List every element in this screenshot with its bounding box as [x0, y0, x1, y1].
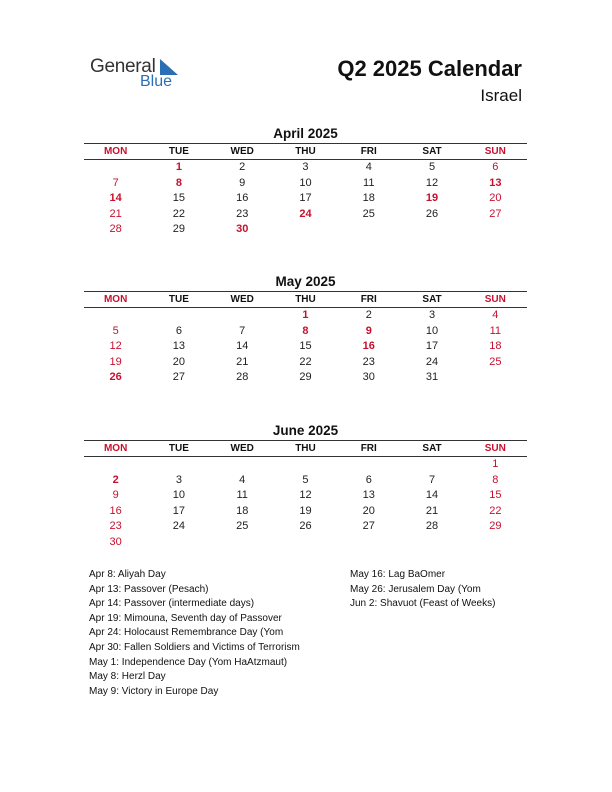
day-cell: 9	[239, 176, 246, 189]
weekday-label: FRI	[360, 146, 377, 157]
day-cell: 25	[362, 207, 375, 220]
weekday-header	[84, 440, 527, 457]
weekday-label: WED	[230, 443, 254, 454]
week-row	[84, 488, 527, 504]
week-row	[84, 535, 527, 551]
holiday-list-right	[350, 568, 530, 612]
weekday-label: WED	[230, 294, 254, 305]
day-cell: 19	[425, 192, 439, 204]
day-cell: 12	[109, 340, 122, 352]
day-cell: 9	[365, 324, 372, 337]
day-cell	[400, 535, 463, 551]
holiday-entry: Apr 24: Holocaust Remembrance Day (Yom	[89, 627, 284, 639]
day-cell: 29	[299, 371, 312, 383]
weekday-label: THU	[295, 146, 316, 157]
weekday-header	[84, 291, 527, 308]
weekday-label: THU	[295, 294, 316, 305]
day-cell: 23	[109, 520, 122, 532]
day-cell	[84, 160, 147, 176]
weekday-label: SAT	[422, 146, 442, 157]
day-cell	[84, 308, 147, 324]
day-cell: 30	[362, 371, 375, 383]
day-cell: 6	[492, 161, 499, 173]
day-cell	[464, 535, 527, 551]
holiday-list-left	[89, 568, 339, 699]
day-cell: 2	[239, 161, 246, 173]
day-cell: 13	[362, 489, 375, 501]
weekday-label: MON	[103, 146, 128, 157]
day-cell: 1	[302, 309, 309, 321]
day-cell: 25	[236, 520, 249, 532]
week-row	[84, 473, 527, 489]
day-cell: 16	[362, 340, 375, 352]
week-row	[84, 457, 527, 473]
week-row	[84, 176, 527, 192]
holiday-entry: May 1: Independence Day (Yom HaAtzmaut)	[89, 656, 288, 668]
day-cell: 18	[489, 340, 502, 352]
day-cell: 20	[489, 192, 502, 204]
day-cell: 4	[239, 473, 246, 486]
day-cell: 11	[236, 489, 248, 501]
day-cell: 18	[236, 504, 249, 517]
day-cell: 8	[492, 473, 499, 486]
holiday-entry: Apr 8: Aliyah Day	[89, 569, 166, 580]
day-cell: 7	[239, 324, 246, 337]
day-cell: 24	[425, 355, 439, 368]
day-cell: 29	[172, 223, 186, 235]
week-row	[84, 370, 527, 386]
day-cell: 21	[236, 355, 249, 368]
month-title: May 2025	[275, 274, 336, 289]
logo-text-general: General	[90, 56, 156, 77]
weekday-label: SUN	[484, 146, 506, 157]
day-cell: 4	[365, 161, 372, 173]
day-cell: 17	[299, 192, 312, 204]
day-cell: 3	[302, 161, 309, 173]
day-cell	[84, 457, 147, 473]
day-cell: 2	[365, 309, 372, 321]
day-cell: 14	[236, 340, 249, 352]
day-cell: 28	[425, 520, 439, 532]
day-cell	[400, 222, 463, 238]
week-row	[84, 191, 527, 207]
week-row	[84, 355, 527, 371]
month-title: April 2025	[273, 126, 338, 141]
day-cell: 3	[428, 309, 436, 321]
country-name: Israel	[480, 86, 522, 105]
day-cell: 5	[428, 161, 436, 173]
day-cell: 21	[425, 504, 439, 517]
day-cell: 13	[489, 176, 502, 189]
day-cell: 15	[172, 192, 186, 204]
day-cell: 21	[109, 207, 122, 220]
holiday-entry: May 16: Lag BaOmer	[350, 569, 446, 580]
day-cell: 28	[236, 371, 249, 383]
day-cell: 18	[362, 192, 375, 204]
day-cell	[337, 222, 400, 238]
month-title: June 2025	[272, 423, 339, 438]
day-cell: 19	[109, 355, 122, 368]
day-cell: 26	[109, 371, 122, 383]
day-cell: 10	[172, 489, 186, 501]
day-cell: 23	[362, 355, 375, 368]
day-cell: 7	[428, 473, 436, 486]
page-title: Q2 2025 Calendar	[337, 56, 522, 81]
day-cell: 23	[236, 207, 249, 220]
day-cell	[147, 457, 210, 473]
day-cell: 26	[299, 520, 312, 532]
day-cell: 15	[489, 489, 502, 501]
day-cell: 15	[299, 340, 312, 352]
day-cell: 8	[302, 324, 309, 337]
weekday-label: WED	[230, 146, 254, 157]
day-cell: 10	[299, 176, 312, 189]
day-cell: 5	[112, 324, 119, 337]
day-cell: 19	[299, 504, 312, 517]
day-cell: 24	[299, 207, 312, 220]
day-cell: 17	[172, 504, 186, 517]
weekday-label: FRI	[360, 294, 377, 305]
day-cell: 14	[425, 489, 439, 501]
week-row	[84, 324, 527, 340]
holiday-entry: May 9: Victory in Europe Day	[89, 685, 219, 697]
day-cell	[464, 370, 527, 386]
weekday-label: SUN	[484, 443, 506, 454]
day-cell: 11	[489, 324, 502, 337]
day-cell: 2	[112, 473, 119, 486]
day-cell: 12	[425, 176, 439, 189]
week-row	[84, 160, 527, 176]
day-cell: 10	[425, 324, 439, 337]
weekday-label: TUE	[168, 146, 189, 157]
week-row	[84, 308, 527, 324]
day-cell	[211, 308, 274, 324]
day-cell	[274, 457, 337, 473]
day-cell: 28	[109, 223, 122, 235]
weekday-label: TUE	[168, 443, 189, 454]
weekday-label: MON	[103, 294, 128, 305]
day-cell: 11	[363, 176, 375, 189]
day-cell: 25	[489, 355, 502, 368]
day-cell: 27	[489, 207, 502, 220]
week-row	[84, 519, 527, 535]
day-cell: 6	[365, 473, 372, 486]
weekday-label: FRI	[360, 443, 377, 454]
logo-text-blue: Blue	[140, 73, 173, 90]
day-cell: 27	[362, 520, 375, 532]
holiday-entry: May 26: Jerusalem Day (Yom	[350, 583, 481, 595]
day-cell: 4	[492, 309, 499, 321]
day-cell	[337, 457, 400, 473]
day-cell	[211, 457, 274, 473]
day-cell: 16	[109, 504, 122, 517]
day-cell: 1	[492, 458, 499, 470]
week-row	[84, 207, 527, 223]
day-cell: 22	[172, 207, 186, 220]
day-cell: 1	[175, 161, 182, 173]
week-row	[84, 222, 527, 238]
day-cell: 30	[236, 223, 249, 235]
day-cell	[337, 535, 400, 551]
day-cell: 26	[425, 207, 439, 220]
holiday-entry: Apr 14: Passover (intermediate days)	[89, 598, 255, 610]
weekday-header	[84, 143, 527, 160]
day-cell: 8	[175, 176, 182, 189]
day-cell: 30	[109, 535, 122, 548]
day-cell: 9	[112, 489, 119, 501]
day-cell	[274, 222, 337, 238]
day-cell: 13	[172, 340, 186, 352]
holiday-entry: May 8: Herzl Day	[89, 671, 166, 683]
day-cell: 6	[175, 324, 182, 337]
day-cell: 5	[302, 473, 309, 486]
day-cell	[400, 457, 463, 473]
day-cell: 29	[489, 520, 502, 532]
weekday-label: THU	[295, 443, 316, 454]
day-cell	[147, 535, 210, 551]
day-cell: 22	[299, 355, 312, 368]
weekday-label: TUE	[168, 294, 189, 305]
day-cell	[147, 308, 210, 324]
holiday-entry: Apr 19: Mimouna, Seventh day of Passover	[89, 612, 282, 624]
holiday-entry: Apr 30: Fallen Soldiers and Victims of Terrorism	[89, 641, 300, 653]
day-cell: 20	[362, 504, 375, 517]
day-cell: 7	[112, 176, 119, 189]
day-cell: 22	[489, 504, 502, 517]
day-cell: 17	[425, 340, 439, 352]
holiday-entry: Jun 2: Shavuot (Feast of Weeks)	[350, 598, 496, 610]
day-cell: 3	[175, 473, 182, 486]
week-row	[84, 504, 527, 520]
day-cell: 31	[425, 371, 439, 383]
month-calendar	[84, 422, 527, 550]
day-cell: 16	[236, 192, 249, 204]
weekday-label: SAT	[422, 294, 442, 305]
holiday-entry: Apr 13: Passover (Pesach)	[89, 583, 209, 595]
week-row	[84, 339, 527, 355]
day-cell: 12	[299, 489, 312, 501]
day-cell	[274, 535, 337, 551]
day-cell: 24	[172, 520, 186, 532]
month-calendar	[84, 125, 527, 238]
day-cell: 27	[172, 371, 186, 383]
weekday-label: SAT	[422, 443, 442, 454]
day-cell	[464, 222, 527, 238]
day-cell: 20	[172, 355, 186, 368]
weekday-label: MON	[103, 443, 128, 454]
day-cell	[211, 535, 274, 551]
month-calendar	[84, 273, 527, 386]
weekday-label: SUN	[484, 294, 506, 305]
day-cell: 14	[109, 192, 122, 204]
brand-logo	[90, 56, 200, 96]
